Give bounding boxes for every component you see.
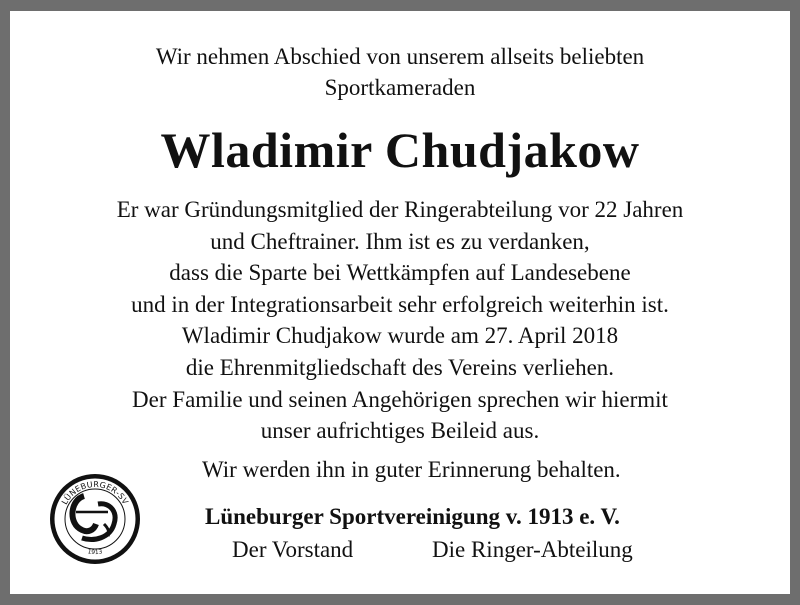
- tribute-line: Wladimir Chudjakow wurde am 27. April 2018: [181, 323, 619, 349]
- club-emblem-icon: [48, 472, 142, 566]
- tribute-line: dass die Sparte bei Wettkämpfen auf Landesebene: [169, 260, 631, 286]
- deceased-name: Wladimir Chudjakow: [160, 122, 640, 178]
- svg-text:LÜNEBURGER-SV: LÜNEBURGER-SV: [59, 479, 130, 507]
- tribute-line: die Ehrenmitgliedschaft des Vereins verliehen.: [185, 354, 615, 380]
- signatory-board: Der Vorstand: [232, 537, 354, 562]
- tribute-line: Der Familie und seinen Angehörigen sprechen wir hiermit: [132, 386, 668, 412]
- tribute-line: unser aufrichtiges Beileid aus.: [260, 418, 540, 444]
- tribute-text: [10, 194, 790, 447]
- tribute-line: und Cheftrainer. Ihm ist es zu verdanken,: [210, 228, 590, 254]
- obituary-notice: [10, 11, 790, 594]
- intro-line: Wir nehmen Abschied von unserem allseits beliebten: [155, 44, 645, 69]
- intro-text: [10, 41, 790, 103]
- signatory-department: Die Ringer-Abteilung: [432, 537, 633, 562]
- svg-text:1913: 1913: [87, 548, 103, 557]
- club-name: Lüneburger Sportvereinigung v. 1913 e. V.: [205, 504, 620, 529]
- tribute-line: Er war Gründungsmitglied der Ringerabteilung vor 22 Jahren: [116, 197, 684, 222]
- intro-line: Sportkameraden: [324, 75, 476, 100]
- tribute-line: und in der Integrationsarbeit sehr erfolgreich weiterhin ist.: [131, 291, 669, 317]
- farewell-line: Wir werden ihn in guter Erinnerung behalten.: [202, 457, 621, 482]
